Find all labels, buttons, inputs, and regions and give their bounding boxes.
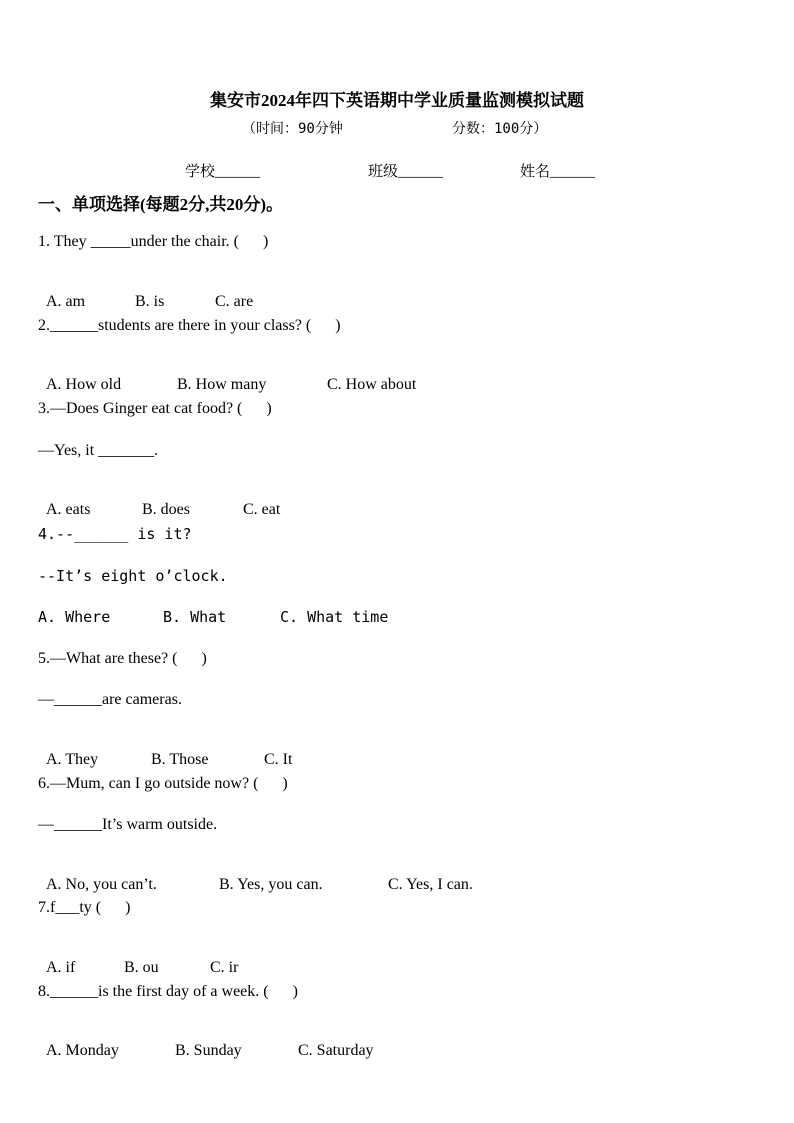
question-2-stem: 2.______students are there in your class? ( ) xyxy=(38,317,341,334)
name-field: 姓名______ xyxy=(520,164,596,180)
question-6-options xyxy=(38,858,473,894)
option-c[interactable]: C. What time xyxy=(280,608,389,626)
option-b[interactable]: B. Sunday xyxy=(175,1042,242,1059)
option-c[interactable]: C. ir xyxy=(210,959,239,976)
question-8-stem: 8.______is the first day of a week. ( ) xyxy=(38,983,298,1000)
option-a[interactable]: A. eats xyxy=(46,501,91,518)
school-field: 学校______ xyxy=(185,164,261,180)
question-3-stem: 3.—Does Ginger eat cat food? ( ) xyxy=(38,400,272,417)
option-b[interactable]: B. does xyxy=(142,501,190,518)
page-title: 集安市2024年四下英语期中学业质量监测模拟试题 xyxy=(210,91,584,110)
question-4-stem: 4.--______ is it? xyxy=(38,525,192,543)
question-3-options xyxy=(38,483,280,519)
question-4-options xyxy=(38,608,388,627)
question-8-options xyxy=(38,1024,374,1060)
question-4-answer-line: --It’s eight o’clock. xyxy=(38,567,228,585)
question-6-answer-line: —______It’s warm outside. xyxy=(38,816,218,833)
question-3-answer-line: —Yes, it _______. xyxy=(38,442,159,459)
exam-time: （时间：90分钟 xyxy=(242,121,343,137)
option-a[interactable]: A. if xyxy=(46,959,76,976)
class-field: 班级______ xyxy=(368,164,444,180)
option-a[interactable]: A. Monday xyxy=(46,1042,119,1059)
question-1-options xyxy=(38,275,253,311)
option-c[interactable]: C. are xyxy=(215,293,254,310)
question-6-stem: 6.—Mum, can I go outside now? ( ) xyxy=(38,775,288,792)
option-c[interactable]: C. It xyxy=(264,751,293,768)
option-c[interactable]: C. eat xyxy=(243,501,281,518)
section-title: 一、单项选择(每题2分,共20分)。 xyxy=(38,195,284,214)
option-b[interactable]: B. What xyxy=(163,608,227,626)
option-a[interactable]: A. They xyxy=(46,751,99,768)
exam-score: 分数：100分） xyxy=(452,121,548,137)
option-a[interactable]: A. How old xyxy=(46,376,122,393)
option-c[interactable]: C. How about xyxy=(327,376,417,393)
option-a[interactable]: A. Where xyxy=(38,608,111,626)
question-7-stem: 7.f___ty ( ) xyxy=(38,899,131,916)
question-2-options xyxy=(38,358,416,394)
option-b[interactable]: B. ou xyxy=(124,959,159,976)
question-5-answer-line: —______are cameras. xyxy=(38,691,182,708)
option-b[interactable]: B. How many xyxy=(177,376,267,393)
option-b[interactable]: B. Those xyxy=(151,751,209,768)
question-7-options xyxy=(38,941,238,977)
question-5-stem: 5.—What are these? ( ) xyxy=(38,650,207,667)
question-1-stem: 1. They _____under the chair. ( ) xyxy=(38,233,269,250)
option-b[interactable]: B. is xyxy=(135,293,165,310)
option-a[interactable]: A. am xyxy=(46,293,86,310)
option-c[interactable]: C. Yes, I can. xyxy=(388,876,473,893)
option-b[interactable]: B. Yes, you can. xyxy=(219,876,323,893)
option-a[interactable]: A. No, you can’t. xyxy=(46,876,157,893)
question-5-options xyxy=(38,733,292,769)
option-c[interactable]: C. Saturday xyxy=(298,1042,374,1059)
